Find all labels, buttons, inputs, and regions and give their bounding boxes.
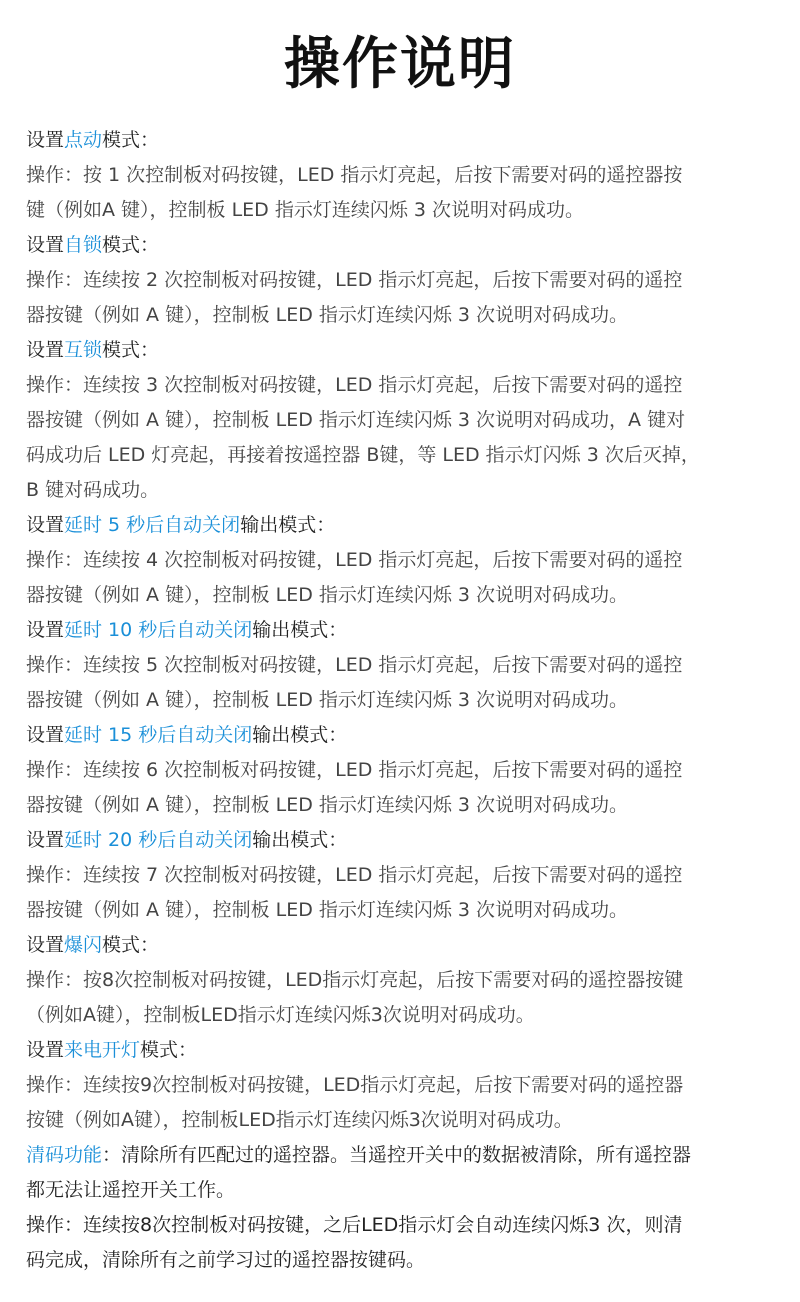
heading-highlight: 爆闪 (64, 934, 103, 956)
heading-suffix: 输出模式： (252, 829, 348, 851)
heading-highlight: 点动 (64, 129, 103, 151)
heading-highlight: 延时 10 秒后自动关闭 (64, 619, 253, 641)
operation-line: 操作：按8次控制板对码按键，LED指示灯亮起，后按下需要对码的遥控器按键 (26, 969, 684, 991)
section-operation (26, 753, 790, 823)
operation-line: 操作：连续按9次控制板对码按键，LED指示灯亮起，后按下需要对码的遥控器 (26, 1074, 684, 1096)
section-operation (26, 648, 790, 718)
heading-prefix: 设置 (26, 724, 65, 746)
section-heading (26, 928, 790, 963)
page-title: 操作说明 (284, 32, 516, 97)
section-operation (26, 158, 790, 228)
heading-prefix: 设置 (26, 829, 65, 851)
operation-line: 器按键（例如 A 键），控制板 LED 指示灯连续闪烁 3 次说明对码成功。 (26, 689, 629, 711)
operation-line: 器按键（例如 A 键），控制板 LED 指示灯连续闪烁 3 次说明对码成功。 (26, 899, 629, 921)
operation-line: 按键（例如A键），控制板LED指示灯连续闪烁3次说明对码成功。 (26, 1109, 573, 1131)
heading-suffix: 模式： (102, 129, 160, 151)
operation-line: 操作：连续按8次控制板对码按键，之后LED指示灯会自动连续闪烁3 次，则清 (26, 1214, 683, 1236)
operation-line: 器按键（例如 A 键），控制板 LED 指示灯连续闪烁 3 次说明对码成功。 (26, 794, 629, 816)
section-heading (26, 333, 790, 368)
section-heading (26, 613, 790, 648)
instructions-body (26, 123, 790, 1278)
heading-suffix: 模式： (102, 339, 160, 361)
clear-code-highlight: 清码功能 (26, 1144, 103, 1166)
heading-highlight: 自锁 (64, 234, 103, 256)
clear-code-operation (26, 1208, 790, 1278)
operation-line: 操作：按 1 次控制板对码按键，LED 指示灯亮起，后按下需要对码的遥控器按 (26, 164, 683, 186)
operation-line: （例如A键），控制板LED指示灯连续闪烁3次说明对码成功。 (26, 1004, 535, 1026)
section-heading (26, 1033, 790, 1068)
operation-line: 器按键（例如 A 键），控制板 LED 指示灯连续闪烁 3 次说明对码成功。 (26, 584, 629, 606)
heading-prefix: 设置 (26, 934, 65, 956)
clear-code-desc-block (26, 1173, 790, 1208)
section-heading (26, 508, 790, 543)
heading-prefix: 设置 (26, 234, 65, 256)
heading-highlight: 延时 15 秒后自动关闭 (64, 724, 253, 746)
section-operation (26, 543, 790, 613)
heading-suffix: 输出模式： (252, 724, 348, 746)
section-operation (26, 368, 790, 508)
operation-line: 键（例如A 键），控制板 LED 指示灯连续闪烁 3 次说明对码成功。 (26, 199, 585, 221)
heading-prefix: 设置 (26, 1039, 65, 1061)
heading-prefix: 设置 (26, 129, 65, 151)
heading-highlight: 延时 5 秒后自动关闭 (64, 514, 241, 536)
operation-line: 码成功后 LED 灯亮起，再接着按遥控器 B键，等 LED 指示灯闪烁 3 次后灭掉， (26, 444, 700, 466)
heading-highlight: 互锁 (64, 339, 103, 361)
heading-highlight: 延时 20 秒后自动关闭 (64, 829, 253, 851)
heading-prefix: 设置 (26, 619, 65, 641)
operation-line: B 键对码成功。 (26, 479, 160, 501)
section-heading (26, 823, 790, 858)
section-operation (26, 1068, 790, 1138)
section-heading (26, 718, 790, 753)
operation-line: 操作：连续按 4 次控制板对码按键，LED 指示灯亮起，后按下需要对码的遥控 (26, 549, 683, 571)
section-heading (26, 228, 790, 263)
operation-line: 操作：连续按 3 次控制板对码按键，LED 指示灯亮起，后按下需要对码的遥控 (26, 374, 683, 396)
heading-prefix: 设置 (26, 339, 65, 361)
section-heading (26, 123, 790, 158)
section-operation (26, 858, 790, 928)
operation-line: 码完成，清除所有之前学习过的遥控器按键码。 (26, 1249, 426, 1271)
heading-prefix: 设置 (26, 514, 65, 536)
operation-line: 器按键（例如 A 键），控制板 LED 指示灯连续闪烁 3 次说明对码成功。 (26, 304, 629, 326)
section-operation (26, 263, 790, 333)
heading-highlight: 来电开灯 (64, 1039, 141, 1061)
operation-line: 操作：连续按 6 次控制板对码按键，LED 指示灯亮起，后按下需要对码的遥控 (26, 759, 683, 781)
clear-code-desc-line: 都无法让遥控开关工作。 (26, 1179, 236, 1201)
section-operation (26, 963, 790, 1033)
heading-suffix: 模式： (102, 234, 160, 256)
heading-suffix: 模式： (102, 934, 160, 956)
operation-line: 器按键（例如 A 键），控制板 LED 指示灯连续闪烁 3 次说明对码成功，A 键对 (26, 409, 686, 431)
clear-code-desc: ：清除所有匹配过的遥控器。当遥控开关中的数据被清除，所有遥控器 (102, 1144, 692, 1166)
operation-line: 操作：连续按 2 次控制板对码按键，LED 指示灯亮起，后按下需要对码的遥控 (26, 269, 683, 291)
heading-suffix: 模式： (140, 1039, 198, 1061)
operation-line: 操作：连续按 5 次控制板对码按键，LED 指示灯亮起，后按下需要对码的遥控 (26, 654, 683, 676)
heading-suffix: 输出模式： (252, 619, 348, 641)
clear-code-heading (26, 1138, 790, 1173)
heading-suffix: 输出模式： (240, 514, 336, 536)
operation-line: 操作：连续按 7 次控制板对码按键，LED 指示灯亮起，后按下需要对码的遥控 (26, 864, 683, 886)
